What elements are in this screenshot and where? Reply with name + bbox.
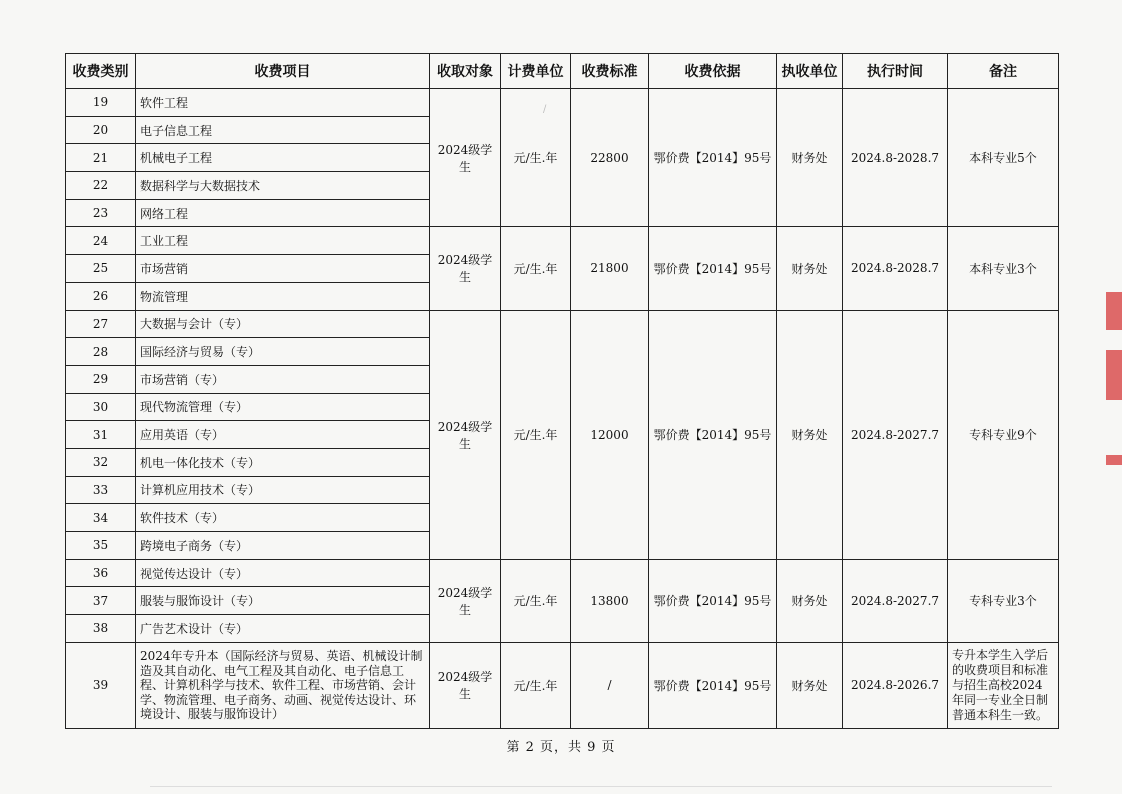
header-note: 备注: [948, 54, 1059, 89]
basis-cell: 鄂价费【2014】95号: [649, 227, 777, 310]
fee-item: 计算机应用技术（专）: [136, 476, 430, 504]
table-row: [66, 642, 1059, 728]
note-cell: 本科专业3个: [948, 227, 1059, 310]
header-fee-item: 收费项目: [136, 54, 430, 89]
unit-cell: 元/生.年: [501, 642, 571, 728]
target-cell: 2024级学生: [430, 89, 501, 227]
fee-table: [65, 53, 1059, 729]
fee-item: 机械电子工程: [136, 144, 430, 172]
row-number: 21: [66, 144, 136, 172]
row-number: 35: [66, 532, 136, 560]
basis-cell: 鄂价费【2014】95号: [649, 642, 777, 728]
seal-fragment: [1106, 350, 1122, 400]
fee-item: 电子信息工程: [136, 116, 430, 144]
table-row: [66, 559, 1059, 587]
fee-item: 应用英语（专）: [136, 421, 430, 449]
row-number: 27: [66, 310, 136, 338]
fee-item: 工业工程: [136, 227, 430, 255]
fee-item: 机电一体化技术（专）: [136, 448, 430, 476]
fee-item: 广告艺术设计（专）: [136, 615, 430, 643]
target-cell: 2024级学生: [430, 227, 501, 310]
collector-cell: 财务处: [777, 559, 843, 642]
standard-cell: /: [571, 642, 649, 728]
fee-item: 国际经济与贸易（专）: [136, 338, 430, 366]
seal-fragment: [1106, 292, 1122, 330]
table-row: [66, 310, 1059, 338]
header-fee-category: 收费类别: [66, 54, 136, 89]
row-number: 20: [66, 116, 136, 144]
fee-item: 2024年专升本（国际经济与贸易、英语、机械设计制造及其自动化、电气工程及其自动化、电子信息工程、计算机科学与技术、软件工程、市场营销、会计学、物流管理、电子商务、动画、视觉传达设计、环境设计、服装与服饰设计）: [136, 642, 430, 728]
header-basis: 收费依据: [649, 54, 777, 89]
row-number: 33: [66, 476, 136, 504]
row-number: 39: [66, 642, 136, 728]
period-cell: 2024.8-2027.7: [843, 559, 948, 642]
fee-item: 数据科学与大数据技术: [136, 172, 430, 200]
row-number: 23: [66, 199, 136, 227]
target-cell: 2024级学生: [430, 559, 501, 642]
collector-cell: 财务处: [777, 227, 843, 310]
basis-cell: 鄂价费【2014】95号: [649, 559, 777, 642]
note-cell: 专升本学生入学后的收费项目和标准与招生高校2024年同一专业全日制普通本科生一致。: [948, 642, 1059, 728]
table-row: [66, 89, 1059, 117]
scan-mark: /: [543, 104, 547, 115]
row-number: 34: [66, 504, 136, 532]
row-number: 36: [66, 559, 136, 587]
fee-item: 跨境电子商务（专）: [136, 532, 430, 560]
unit-cell: 元/生.年: [501, 227, 571, 310]
target-cell: 2024级学生: [430, 310, 501, 559]
collector-cell: 财务处: [777, 89, 843, 227]
fee-item: 物流管理: [136, 282, 430, 310]
standard-cell: 13800: [571, 559, 649, 642]
row-number: 31: [66, 421, 136, 449]
collector-cell: 财务处: [777, 642, 843, 728]
unit-cell: 元/生.年: [501, 89, 571, 227]
row-number: 32: [66, 448, 136, 476]
unit-cell: 元/生.年: [501, 310, 571, 559]
seal-fragment: [1106, 455, 1122, 465]
period-cell: 2024.8-2027.7: [843, 310, 948, 559]
basis-cell: 鄂价费【2014】95号: [649, 310, 777, 559]
fee-item: 大数据与会计（专）: [136, 310, 430, 338]
row-number: 19: [66, 89, 136, 117]
fee-item: 市场营销（专）: [136, 365, 430, 393]
header-standard: 收费标准: [571, 54, 649, 89]
row-number: 30: [66, 393, 136, 421]
fee-item: 现代物流管理（专）: [136, 393, 430, 421]
table-row: [66, 227, 1059, 255]
fee-item: 网络工程: [136, 199, 430, 227]
row-number: 37: [66, 587, 136, 615]
header-collector: 执收单位: [777, 54, 843, 89]
header-period: 执行时间: [843, 54, 948, 89]
basis-cell: 鄂价费【2014】95号: [649, 89, 777, 227]
note-cell: 本科专业5个: [948, 89, 1059, 227]
row-number: 22: [66, 172, 136, 200]
row-number: 26: [66, 282, 136, 310]
row-number: 38: [66, 615, 136, 643]
fee-item: 软件技术（专）: [136, 504, 430, 532]
collector-cell: 财务处: [777, 310, 843, 559]
header-unit: 计费单位: [501, 54, 571, 89]
header-target: 收取对象: [430, 54, 501, 89]
period-cell: 2024.8-2026.7: [843, 642, 948, 728]
fee-item: 市场营销: [136, 255, 430, 283]
row-number: 24: [66, 227, 136, 255]
fee-item: 软件工程: [136, 89, 430, 117]
fee-item: 服装与服饰设计（专）: [136, 587, 430, 615]
period-cell: 2024.8-2028.7: [843, 227, 948, 310]
fee-item: 视觉传达设计（专）: [136, 559, 430, 587]
row-number: 25: [66, 255, 136, 283]
note-cell: 专科专业3个: [948, 559, 1059, 642]
standard-cell: 22800: [571, 89, 649, 227]
target-cell: 2024级学生: [430, 642, 501, 728]
standard-cell: 12000: [571, 310, 649, 559]
table-header-row: [66, 54, 1059, 89]
scan-edge-line: [150, 786, 1052, 787]
standard-cell: 21800: [571, 227, 649, 310]
note-cell: 专科专业9个: [948, 310, 1059, 559]
row-number: 28: [66, 338, 136, 366]
period-cell: 2024.8-2028.7: [843, 89, 948, 227]
page-number: 第 2 页，共 9 页: [506, 740, 616, 755]
row-number: 29: [66, 365, 136, 393]
unit-cell: 元/生.年: [501, 559, 571, 642]
